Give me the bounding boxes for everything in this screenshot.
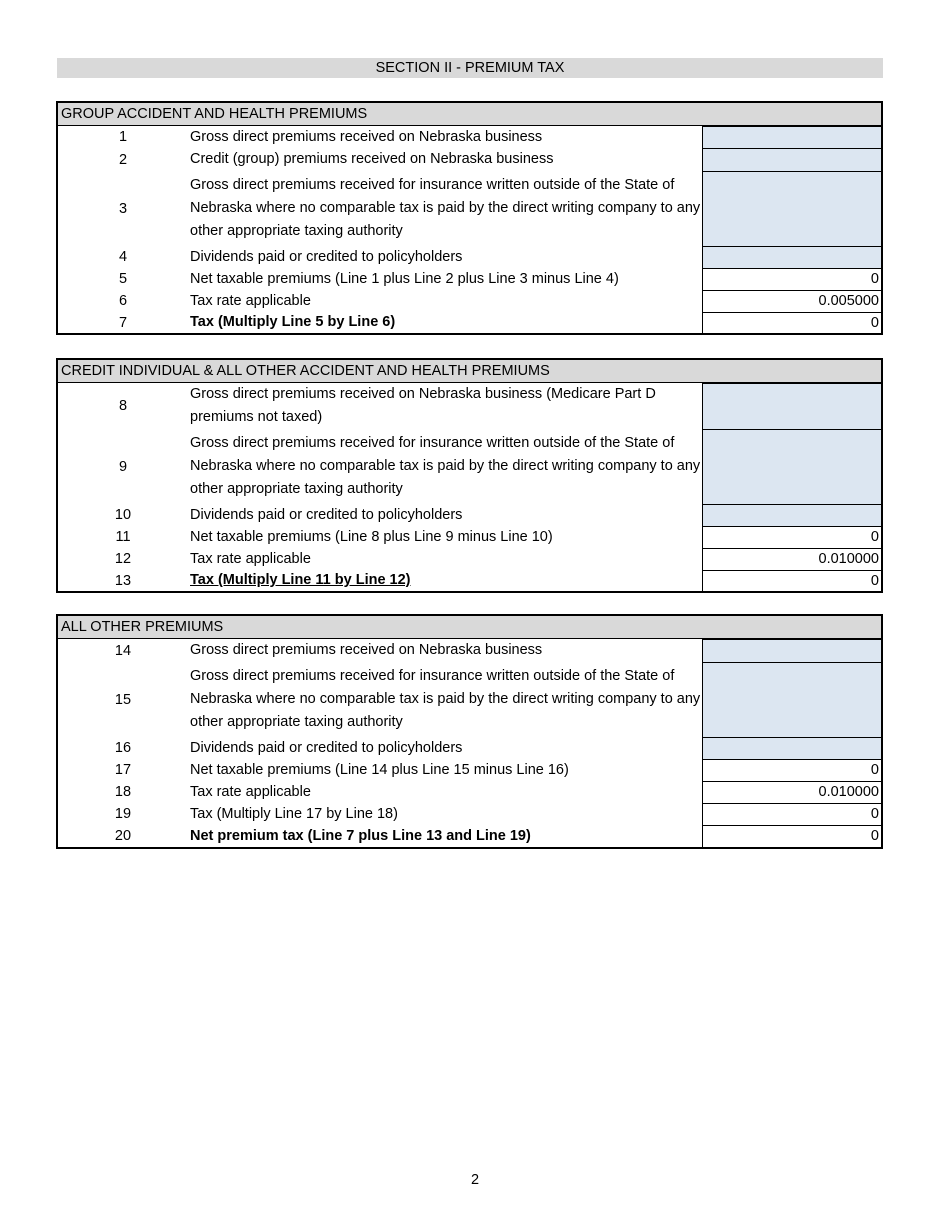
line-16-input[interactable] xyxy=(702,737,881,759)
line-description: Dividends paid or credited to policyholders xyxy=(190,739,463,756)
line-number: 16 xyxy=(114,740,132,756)
line-7-value: 0 xyxy=(702,312,881,333)
line-number: 19 xyxy=(114,806,132,822)
line-description: Gross direct premiums received on Nebraska business xyxy=(190,128,543,145)
line-3-row xyxy=(58,171,881,246)
line-number: 11 xyxy=(115,529,131,545)
line-description: Tax rate applicable xyxy=(190,550,311,567)
line-1-input[interactable] xyxy=(702,126,881,148)
line-description: Dividends paid or credited to policyholders xyxy=(190,506,463,523)
line-description: Gross direct premiums received on Nebraska business xyxy=(190,642,543,658)
line-16-row xyxy=(58,737,881,759)
line-number: 5 xyxy=(118,271,128,287)
line-9-input[interactable] xyxy=(702,429,881,504)
line-number: 8 xyxy=(118,398,128,414)
line-13-value: 0 xyxy=(702,570,881,591)
section-header: CREDIT INDIVIDUAL & ALL OTHER ACCIDENT AND HEALTH PREMIUMS xyxy=(58,360,881,383)
line-9-row xyxy=(58,429,881,504)
line-description: Dividends paid or credited to policyholders xyxy=(190,248,463,265)
line-description: Tax rate applicable xyxy=(190,292,311,309)
line-number: 10 xyxy=(114,507,132,523)
line-number: 17 xyxy=(114,762,132,778)
line-7-row xyxy=(58,312,881,333)
line-description: Credit (group) premiums received on Nebraska business xyxy=(190,151,554,167)
line-number: 18 xyxy=(114,784,132,800)
line-description: Tax rate applicable xyxy=(190,783,311,800)
line-11-value: 0 xyxy=(702,526,881,548)
line-15-row xyxy=(58,662,881,737)
line-4-row xyxy=(58,246,881,268)
line-number: 2 xyxy=(118,151,128,168)
line-number: 7 xyxy=(118,314,128,331)
line-number: 13 xyxy=(114,572,132,589)
line-2-input[interactable] xyxy=(702,148,881,171)
section-title: SECTION II - PREMIUM TAX xyxy=(57,58,883,78)
line-19-row xyxy=(58,803,881,825)
line-20-value: 0 xyxy=(702,825,881,847)
line-number: 15 xyxy=(114,691,132,708)
page-number: 2 xyxy=(470,1172,480,1188)
line-17-row xyxy=(58,759,881,781)
line-number: 9 xyxy=(118,458,128,475)
line-description: Net taxable premiums (Line 8 plus Line 9 minus Line 10) xyxy=(190,528,553,545)
all-other-premiums-section xyxy=(56,614,883,849)
line-12-value: 0.010000 xyxy=(702,548,881,570)
line-17-value: 0 xyxy=(702,759,881,781)
line-18-row xyxy=(58,781,881,803)
line-14-row xyxy=(58,639,881,662)
line-number: 14 xyxy=(114,642,132,659)
line-1-row xyxy=(58,126,881,148)
section-header: GROUP ACCIDENT AND HEALTH PREMIUMS xyxy=(58,103,881,126)
line-14-input[interactable] xyxy=(702,639,881,662)
line-8-input[interactable] xyxy=(702,383,881,429)
line-number: 6 xyxy=(118,293,128,309)
line-description: Net premium tax (Line 7 plus Line 13 and Line 19) xyxy=(190,827,531,844)
line-number: 12 xyxy=(114,551,132,567)
line-3-input[interactable] xyxy=(702,171,881,246)
line-description: Tax (Multiply Line 5 by Line 6) xyxy=(190,314,396,330)
line-20-row xyxy=(58,825,881,847)
line-number: 4 xyxy=(118,249,128,265)
line-5-value: 0 xyxy=(702,268,881,290)
line-2-row xyxy=(58,148,881,171)
line-5-row xyxy=(58,268,881,290)
line-4-input[interactable] xyxy=(702,246,881,268)
line-description: Tax (Multiply Line 11 by Line 12) xyxy=(190,572,411,588)
line-description: Tax (Multiply Line 17 by Line 18) xyxy=(190,805,398,822)
line-number: 3 xyxy=(118,200,128,217)
line-19-value: 0 xyxy=(702,803,881,825)
line-description: Gross direct premiums received for insurance written outside of the State of Nebraska where no comparable tax is paid by the direct writing company to any other appropriate taxing authority xyxy=(190,177,701,239)
line-12-row xyxy=(58,548,881,570)
credit-individual-ah-premiums-section xyxy=(56,358,883,593)
line-10-row xyxy=(58,504,881,526)
line-13-row xyxy=(58,570,881,591)
line-description: Gross direct premiums received for insurance written outside of the State of Nebraska where no comparable tax is paid by the direct writing company to any other appropriate taxing authority xyxy=(190,435,701,497)
line-6-row xyxy=(58,290,881,312)
line-description: Net taxable premiums (Line 14 plus Line 15 minus Line 16) xyxy=(190,761,569,778)
line-number: 1 xyxy=(118,129,128,145)
line-15-input[interactable] xyxy=(702,662,881,737)
group-ah-premiums-section xyxy=(56,101,883,335)
line-number: 20 xyxy=(114,828,132,844)
line-description: Gross direct premiums received on Nebraska business (Medicare Part D premiums not taxed) xyxy=(190,386,656,425)
line-6-value: 0.005000 xyxy=(702,290,881,312)
line-10-input[interactable] xyxy=(702,504,881,526)
line-description: Gross direct premiums received for insurance written outside of the State of Nebraska where no comparable tax is paid by the direct writing company to any other appropriate taxing authority xyxy=(190,668,701,730)
line-11-row xyxy=(58,526,881,548)
line-18-value: 0.010000 xyxy=(702,781,881,803)
line-8-row xyxy=(58,383,881,429)
line-description: Net taxable premiums (Line 1 plus Line 2 plus Line 3 minus Line 4) xyxy=(190,270,619,287)
section-header: ALL OTHER PREMIUMS xyxy=(58,616,881,639)
